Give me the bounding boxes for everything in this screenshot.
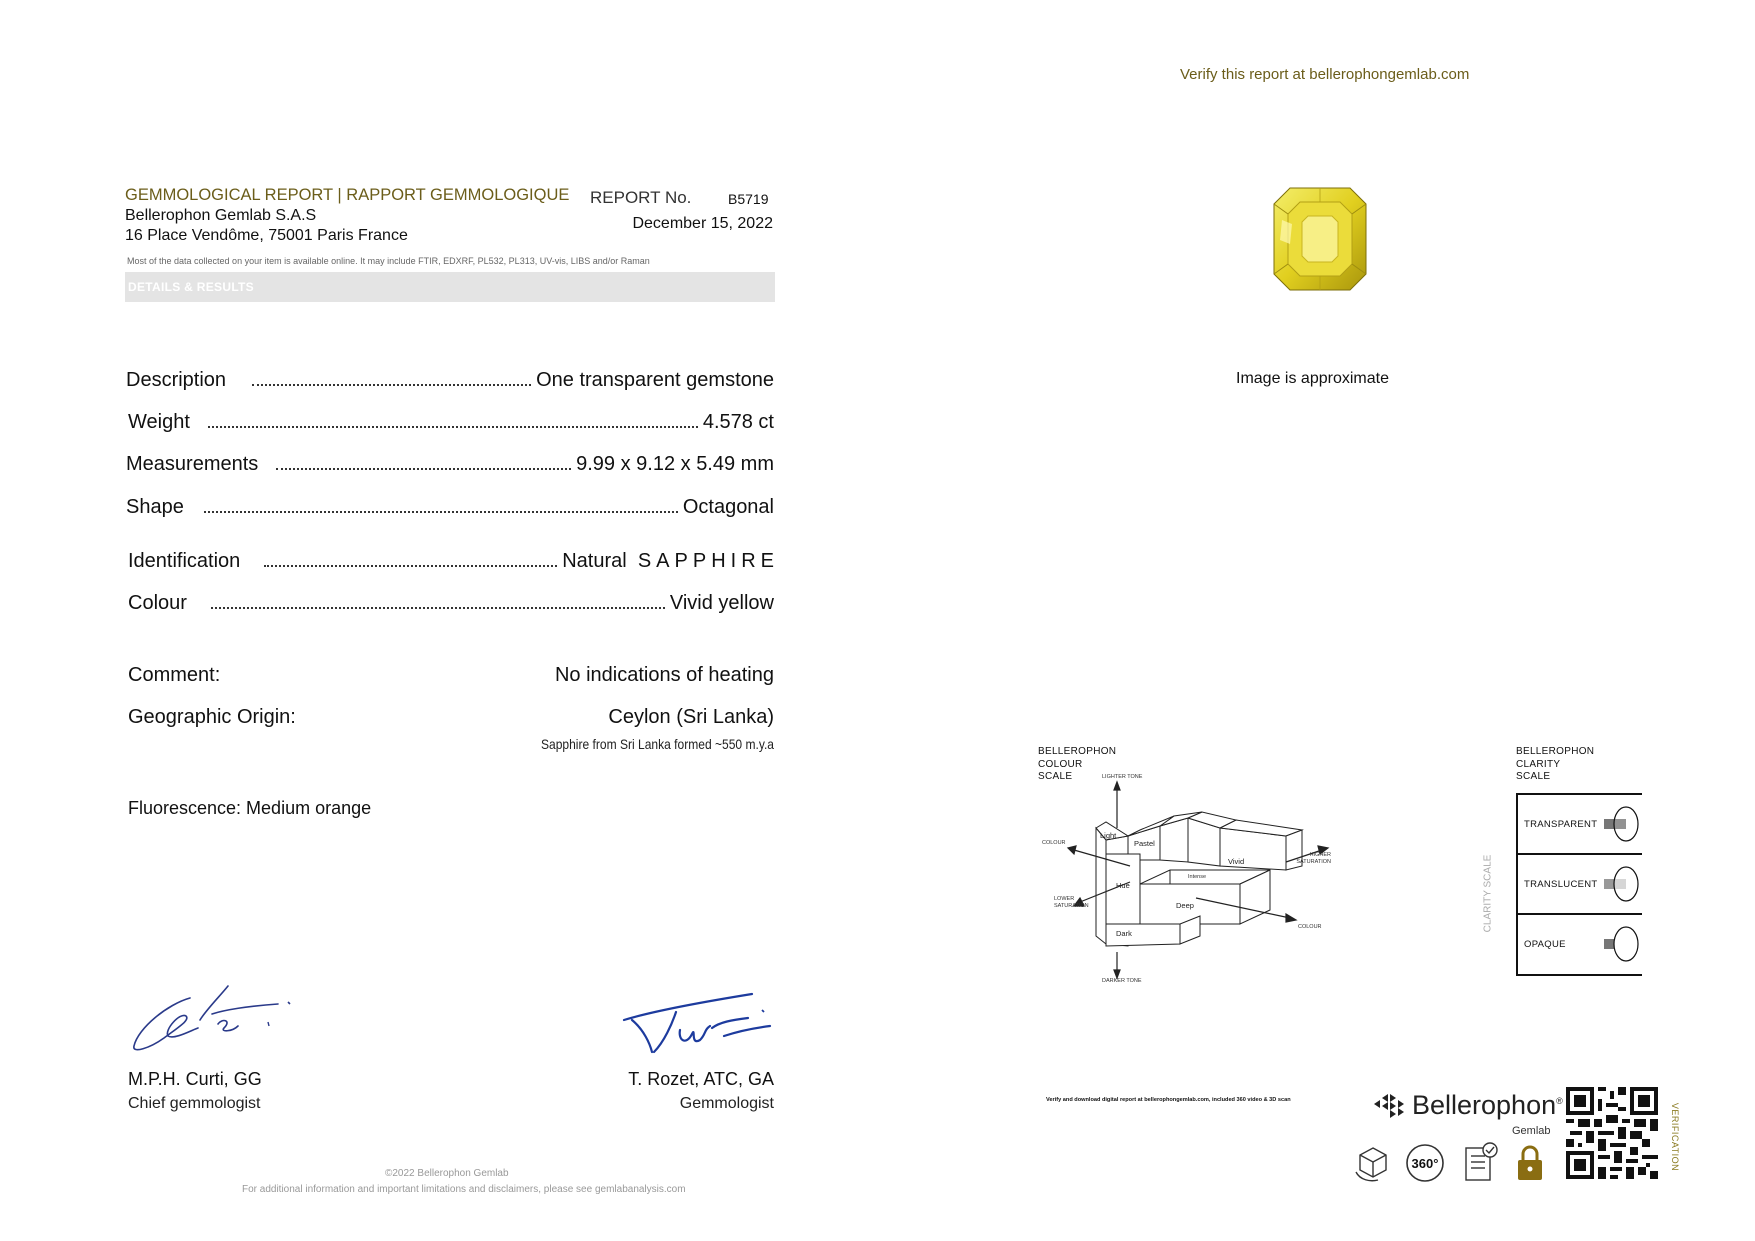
- clarity-level-translucent: [1518, 855, 1642, 915]
- colour-left-label: COLOUR: [1042, 840, 1066, 846]
- field-value: 4.578 ct: [702, 411, 774, 433]
- field-shape: [126, 493, 774, 519]
- copyright: ©2022 Bellerophon Gemlab: [385, 1168, 509, 1179]
- field-value: One transparent gemstone: [536, 369, 774, 391]
- identification-species: SAPPHIRE: [637, 550, 779, 572]
- signatory-name: T. Rozet, ATC, GA: [628, 1069, 774, 1089]
- colour-scale-title-line: COLOUR: [1038, 758, 1083, 770]
- leader-dots: [264, 565, 557, 567]
- field-value: [562, 550, 779, 573]
- bellerophon-logo-icon: [1372, 1092, 1408, 1120]
- colour-scale-title-line: SCALE: [1038, 771, 1073, 782]
- brand-name-text: Bellerophon: [1412, 1090, 1557, 1120]
- image-caption: Image is approximate: [1236, 370, 1389, 387]
- leader-dots: [204, 511, 678, 513]
- origin-value: Ceylon (Sri Lanka): [608, 706, 774, 728]
- origin-row: [128, 706, 774, 729]
- clarity-level-label: TRANSPARENT: [1524, 819, 1598, 830]
- higher-saturation-label: HIGHER: [1309, 852, 1331, 858]
- field-value: Octagonal: [682, 496, 774, 518]
- lighter-tone-label: LIGHTER TONE: [1102, 774, 1143, 780]
- field-colour: [128, 589, 774, 615]
- signature-curti: [128, 980, 308, 1060]
- field-identification: [128, 547, 779, 573]
- fluorescence: Fluorescence: Medium orange: [128, 798, 372, 818]
- clarity-opaque-icon: [1598, 925, 1642, 965]
- field-label: Identification: [128, 550, 241, 572]
- lower-saturation-label: LOWER: [1054, 896, 1075, 902]
- comment-label: Comment:: [128, 664, 221, 686]
- clarity-transparent-icon: [1598, 805, 1642, 845]
- 360-icon: [1404, 1142, 1446, 1184]
- brand-name: Bellerophon®: [1412, 1090, 1563, 1120]
- darker-tone-label: DARKER TONE: [1102, 978, 1142, 984]
- vivid-label: Vivid: [1228, 857, 1245, 866]
- qr-code[interactable]: [1566, 1086, 1658, 1180]
- leader-dots: [276, 468, 571, 470]
- clarity-level-label: TRANSLUCENT: [1524, 879, 1598, 890]
- clarity-scale: [1516, 793, 1642, 976]
- field-description: [126, 366, 774, 392]
- data-note: Most of the data collected on your item is available online. It may include FTIR, EDXRF, PL532, PL313, UV-vis, LIBS and/or Raman: [127, 256, 650, 266]
- verification-label: VERIFICATION: [1670, 1102, 1680, 1172]
- origin-label: Geographic Origin:: [128, 706, 296, 728]
- leader-dots: [252, 384, 531, 386]
- brand-sub: Gemlab: [1512, 1125, 1551, 1137]
- company-address: 16 Place Vendôme, 75001 Paris France: [125, 227, 408, 244]
- field-weight: [128, 408, 774, 434]
- field-label: Description: [126, 369, 227, 391]
- report-number: B5719: [728, 191, 769, 207]
- company-name: Bellerophon Gemlab S.A.S: [125, 207, 317, 224]
- report-number-label: REPORT No.: [590, 188, 692, 207]
- lower-saturation-label: SATURATION: [1054, 903, 1089, 909]
- dark-label: Dark: [1116, 929, 1132, 938]
- signatory-name: M.P.H. Curti, GG: [128, 1069, 262, 1089]
- origin-note: Sapphire from Sri Lanka formed ~550 m.y.a: [540, 736, 774, 752]
- signatory-role: Chief gemmologist: [128, 1095, 261, 1112]
- pastel-label: Pastel: [1134, 839, 1155, 848]
- field-label: Shape: [126, 496, 184, 518]
- clarity-level-label: OPAQUE: [1524, 939, 1566, 950]
- clarity-level-transparent: [1518, 795, 1642, 855]
- clarity-scale-title-line: SCALE: [1516, 771, 1551, 782]
- comment-value: No indications of heating: [554, 664, 774, 686]
- field-measurements: [126, 450, 774, 476]
- 3d-cube-icon: [1352, 1142, 1394, 1184]
- field-value: Vivid yellow: [669, 592, 774, 614]
- clarity-scale-title: [1516, 746, 1594, 784]
- verify-link[interactable]: Verify this report at bellerophongemlab.com: [1180, 66, 1470, 83]
- section-label: DETAILS & RESULTS: [128, 280, 254, 294]
- report-title: GEMMOLOGICAL REPORT | RAPPORT GEMMOLOGIQUE: [125, 186, 570, 204]
- deep-label: Deep: [1176, 901, 1194, 910]
- colour-scale-title-line: BELLEROPHON: [1038, 746, 1117, 757]
- higher-saturation-label: SATURATION: [1296, 859, 1331, 865]
- leader-dots: [208, 426, 698, 428]
- digital-report-note: Verify and download digital report at bellerophongemlab.com, included 360 video & 3D scan: [1046, 1097, 1291, 1103]
- certificate-icon: [1462, 1140, 1502, 1184]
- signatory-role: Gemmologist: [679, 1095, 774, 1112]
- colour-right-label: COLOUR: [1298, 924, 1322, 930]
- field-value: 9.99 x 9.12 x 5.49 mm: [576, 453, 774, 475]
- section-header: [125, 272, 775, 302]
- clarity-scale-vertical-label: CLARITY SCALE: [1482, 854, 1494, 933]
- clarity-scale-title-line: CLARITY: [1516, 758, 1561, 770]
- colour-scale-diagram: [1040, 774, 1340, 984]
- clarity-translucent-icon: [1598, 865, 1642, 905]
- disclaimer[interactable]: For additional information and important limitations and disclaimers, please see gemlabanalysis.com: [242, 1184, 686, 1195]
- 360-icon-label: 360°: [1411, 1156, 1439, 1171]
- lock-icon: [1514, 1142, 1546, 1184]
- intense-label: Intense: [1188, 874, 1207, 880]
- field-label: Measurements: [126, 453, 259, 475]
- leader-dots: [211, 607, 665, 609]
- comment-row: [128, 664, 774, 687]
- signature-rozet: [620, 990, 780, 1060]
- field-label: Weight: [128, 411, 190, 433]
- light-label: Light: [1100, 831, 1117, 840]
- identification-prefix: Natural: [562, 550, 627, 572]
- hue-label: Hue: [1116, 881, 1130, 890]
- clarity-level-opaque: [1518, 915, 1642, 975]
- report-date: December 15, 2022: [632, 215, 773, 232]
- gemstone-image: [1270, 184, 1370, 294]
- clarity-scale-title-line: BELLEROPHON: [1516, 746, 1595, 757]
- field-label: Colour: [128, 592, 187, 614]
